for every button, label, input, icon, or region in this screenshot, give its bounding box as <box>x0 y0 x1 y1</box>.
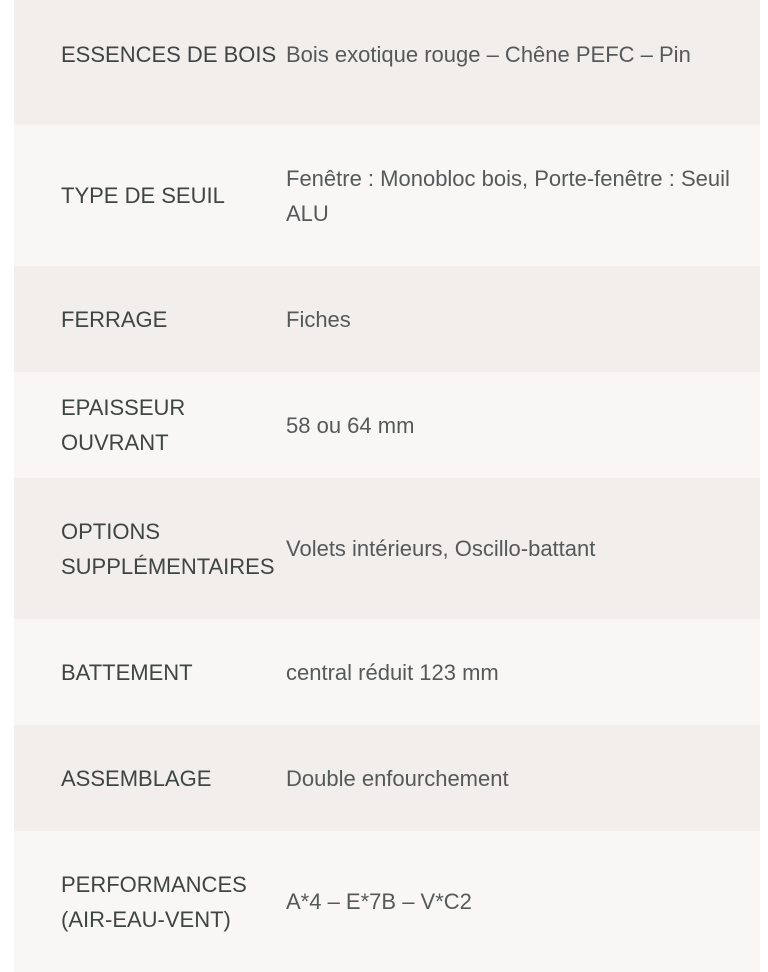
spec-row-type-seuil <box>14 125 760 266</box>
spec-row-battement <box>14 619 760 725</box>
spec-row-epaisseur <box>14 372 760 478</box>
spec-label: ASSEMBLAGE <box>61 765 212 791</box>
spec-row-performances <box>14 831 760 972</box>
spec-label: FERRAGE <box>61 306 168 332</box>
spec-row-options <box>14 478 760 619</box>
spec-label: TYPE DE SEUIL <box>61 183 225 208</box>
spec-row-ferrage <box>14 266 760 372</box>
spec-value: Double enfourchement <box>286 765 509 791</box>
spec-label: PERFORMANCES (AIR-EAU-VENT) <box>61 871 247 932</box>
spec-value: Fenêtre : Monobloc bois, Porte-fenêtre : Seuil ALU <box>286 165 730 226</box>
spec-row-assemblage <box>14 725 760 831</box>
spec-value: A*4 – E*7B – V*C2 <box>286 889 472 914</box>
spec-value: Volets intérieurs, Oscillo-battant <box>286 536 596 561</box>
spec-label: EPAISSEUR OUVRANT <box>61 395 186 455</box>
spec-label: BATTEMENT <box>61 659 193 685</box>
spec-row-essences <box>14 0 760 125</box>
spec-value: 58 ou 64 mm <box>286 412 415 438</box>
spec-table <box>14 0 760 972</box>
spec-value: Fiches <box>286 306 351 332</box>
spec-label: ESSENCES DE BOIS <box>61 42 277 67</box>
spec-value: Bois exotique rouge – Chêne PEFC – Pin <box>286 42 691 67</box>
spec-value: central réduit 123 mm <box>286 659 499 685</box>
spec-label: OPTIONS SUPPLÉMENTAIRES <box>61 518 275 579</box>
